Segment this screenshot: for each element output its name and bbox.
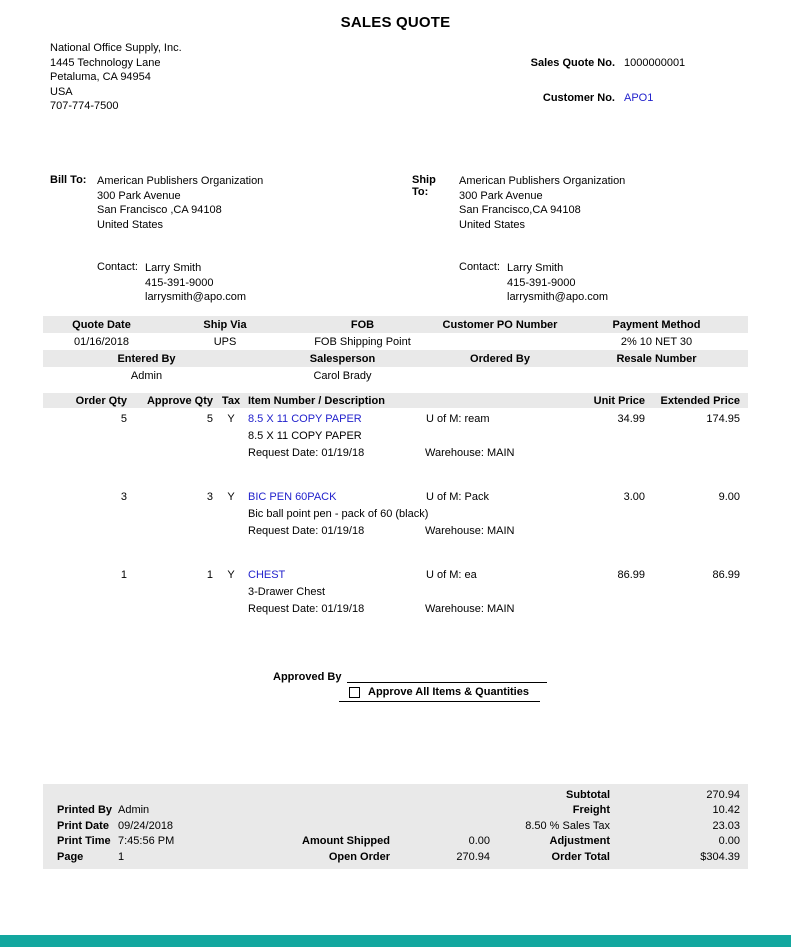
- request-date: Request Date: 01/19/18: [248, 603, 365, 615]
- ship-to-contact: [507, 261, 608, 305]
- amount-shipped-label: Amount Shipped: [302, 835, 390, 848]
- item-number-link[interactable]: CHEST: [248, 568, 286, 581]
- adjustment-value: 0.00: [718, 835, 740, 848]
- fob-header: FOB: [350, 318, 375, 331]
- footer-row-subtotal: [43, 787, 748, 803]
- ship-to-contact-label: Contact:: [459, 261, 500, 273]
- customer-po-header: Customer PO Number: [442, 318, 558, 331]
- unit-price-header: Unit Price: [593, 394, 645, 407]
- bill-to-contact-name: Larry Smith: [145, 262, 202, 274]
- company-phone: 707-774-7500: [50, 100, 119, 112]
- ship-to-label: Ship To:: [412, 174, 436, 198]
- extended-price: 9.00: [718, 490, 740, 503]
- resale-number-header: Resale Number: [616, 352, 697, 365]
- ship-to-country: United States: [459, 218, 526, 231]
- extended-price: 174.95: [706, 412, 740, 425]
- fob-value: FOB Shipping Point: [314, 335, 411, 348]
- tax-flag: Y: [227, 568, 235, 581]
- page-value: 1: [118, 850, 125, 863]
- ordered-by-header: Ordered By: [470, 352, 530, 365]
- ship-to-contact-name: Larry Smith: [507, 262, 564, 274]
- salesperson-header: Salesperson: [309, 352, 376, 365]
- bill-to-contact-email: larrysmith@apo.com: [145, 291, 247, 303]
- open-order-value: 270.94: [456, 850, 490, 863]
- unit-price: 86.99: [617, 568, 645, 581]
- print-time-value: 7:45:56 PM: [118, 835, 175, 848]
- bill-to-name: American Publishers Organization: [97, 175, 264, 187]
- ship-to-name: American Publishers Organization: [459, 175, 626, 187]
- bill-to-country: United States: [97, 218, 164, 231]
- bill-to-label: Bill To:: [50, 174, 87, 186]
- table-row: [43, 566, 748, 618]
- amount-shipped-value: 0.00: [468, 835, 490, 848]
- company-address1: 1445 Technology Lane: [50, 56, 161, 69]
- adjustment-label: Adjustment: [549, 835, 610, 848]
- bill-to-address1: 300 Park Avenue: [97, 189, 181, 202]
- entered-by-header: Entered By: [117, 352, 176, 365]
- page-label: Page: [57, 850, 84, 863]
- warehouse: Warehouse: MAIN: [425, 603, 515, 615]
- open-order-label: Open Order: [328, 850, 390, 863]
- item-number-link[interactable]: 8.5 X 11 COPY PAPER: [248, 412, 362, 425]
- line-items-header-row: [43, 393, 748, 408]
- totals-footer: [43, 784, 748, 869]
- item-description: 3-Drawer Chest: [248, 585, 326, 598]
- customer-number-row: [430, 92, 710, 104]
- footer-row-sales-tax: [43, 818, 748, 834]
- ship-via-header: Ship Via: [203, 318, 247, 331]
- sales-quote-number-row: [430, 57, 710, 69]
- freight-label: Freight: [572, 804, 610, 817]
- approve-qty: 1: [206, 568, 213, 581]
- bill-to-address2: San Francisco ,CA 94108: [97, 204, 222, 216]
- ship-via-value: UPS: [213, 335, 237, 348]
- unit-price: 34.99: [617, 412, 645, 425]
- company-address-block: [50, 41, 182, 114]
- subtotal-value: 270.94: [706, 788, 740, 801]
- bottom-accent-bar: [0, 935, 791, 947]
- sales-quote-number-value: 1000000001: [624, 57, 686, 69]
- approve-all-label: Approve All Items & Quantities: [368, 686, 529, 698]
- freight-value: 10.42: [712, 804, 740, 817]
- line-items-body: [43, 408, 748, 618]
- tax-header: Tax: [221, 394, 241, 407]
- ship-to-contact-email: larrysmith@apo.com: [507, 291, 609, 303]
- signature-line: [347, 670, 547, 683]
- line-items-table: [43, 393, 748, 644]
- print-time-label: Print Time: [57, 835, 111, 848]
- print-date-label: Print Date: [57, 819, 109, 832]
- quote-info-table: [43, 316, 748, 384]
- printed-by-value: Admin: [118, 804, 150, 817]
- extended-price-header: Extended Price: [660, 394, 740, 407]
- payment-method-header: Payment Method: [612, 318, 701, 331]
- entered-by-value: Admin: [130, 369, 163, 382]
- unit-of-measure: U of M: ea: [426, 568, 477, 581]
- approve-qty: 5: [206, 412, 213, 425]
- order-qty: 5: [120, 412, 127, 425]
- approve-all-checkbox[interactable]: [349, 687, 360, 698]
- bill-to-contact: [145, 261, 246, 305]
- order-qty: 3: [120, 490, 127, 503]
- approved-by-label: Approved By: [273, 671, 342, 683]
- bill-to-section: [50, 174, 263, 305]
- quote-info-header-row-2: [43, 350, 748, 367]
- tax-flag: Y: [227, 412, 235, 425]
- item-number-link[interactable]: BIC PEN 60PACK: [248, 490, 337, 503]
- approve-qty-header: Approve Qty: [146, 394, 213, 407]
- order-total-value: $304.39: [700, 850, 740, 863]
- approve-qty: 3: [206, 490, 213, 503]
- order-total-label: Order Total: [551, 850, 610, 863]
- approval-section: [273, 670, 547, 702]
- ship-to-address2: San Francisco,CA 94108: [459, 204, 581, 216]
- sales-tax-value: 23.03: [712, 819, 740, 832]
- item-description: Bic ball point pen - pack of 60 (black): [248, 507, 429, 520]
- ship-to-contact-phone: 415-391-9000: [507, 276, 576, 289]
- footer-row-order-total: [43, 849, 748, 865]
- quote-date-header: Quote Date: [72, 318, 131, 331]
- salesperson-value: Carol Brady: [313, 369, 372, 382]
- customer-number-label: Customer No.: [542, 92, 615, 104]
- unit-of-measure: U of M: Pack: [426, 490, 489, 503]
- extended-price: 86.99: [712, 568, 740, 581]
- table-row: [43, 410, 748, 462]
- ship-to-address: [459, 174, 625, 232]
- printed-by-label: Printed By: [57, 804, 113, 817]
- quote-date-value: 01/16/2018: [73, 335, 130, 348]
- company-country: USA: [50, 85, 73, 98]
- table-row: [43, 488, 748, 540]
- item-description: 8.5 X 11 COPY PAPER: [248, 429, 362, 442]
- company-address2: Petaluma, CA 94954: [50, 71, 151, 83]
- item-number-description-header: Item Number / Description: [248, 394, 385, 407]
- subtotal-label: Subtotal: [566, 788, 610, 801]
- page-title: SALES QUOTE: [340, 14, 451, 31]
- bill-to-address: [97, 174, 263, 232]
- unit-price: 3.00: [623, 490, 645, 503]
- print-date-value: 09/24/2018: [118, 819, 174, 832]
- footer-row-adjustment: [43, 834, 748, 850]
- footer-row-freight: [43, 803, 748, 819]
- order-qty-header: Order Qty: [75, 394, 127, 407]
- bill-to-contact-phone: 415-391-9000: [145, 276, 214, 289]
- payment-method-value: 2% 10 NET 30: [620, 335, 693, 348]
- request-date: Request Date: 01/19/18: [248, 447, 365, 459]
- quote-info-header-row-1: [43, 316, 748, 333]
- sales-tax-label: 8.50 % Sales Tax: [525, 819, 610, 832]
- company-name: National Office Supply, Inc.: [50, 42, 182, 54]
- quote-info-values-row-2: [43, 367, 748, 384]
- ship-to-section: [412, 174, 625, 305]
- warehouse: Warehouse: MAIN: [425, 447, 515, 459]
- warehouse: Warehouse: MAIN: [425, 525, 515, 537]
- request-date: Request Date: 01/19/18: [248, 525, 365, 537]
- quote-info-values-row-1: [43, 333, 748, 350]
- customer-number-link[interactable]: APO1: [624, 92, 654, 104]
- unit-of-measure: U of M: ream: [426, 412, 490, 425]
- ship-to-address1: 300 Park Avenue: [459, 189, 543, 202]
- sales-quote-number-label: Sales Quote No.: [530, 57, 615, 69]
- order-qty: 1: [120, 568, 127, 581]
- tax-flag: Y: [227, 490, 235, 503]
- bill-to-contact-label: Contact:: [97, 261, 138, 273]
